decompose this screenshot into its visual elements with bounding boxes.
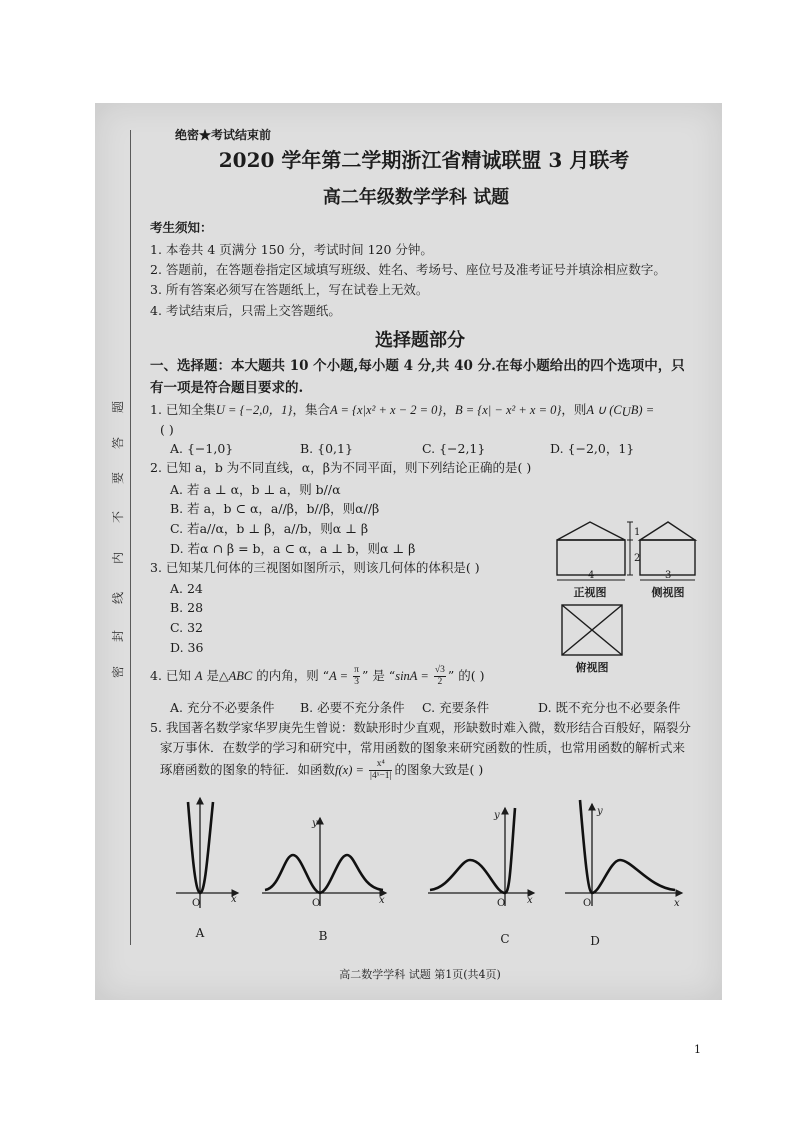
q1-option-b: B. {0,1} [300,441,353,456]
q5-line: 5. 我国著名数学家华罗庚先生曾说：数缺形时少直观，形缺数时难入微，数形结合百般好，隔裂分 [150,720,691,735]
q1-math: A = {x|x² + x − 2 = 0} [329,403,443,417]
margin-char: 题 [111,401,125,414]
q1-math: B) = [630,403,655,417]
x-axis-label: x [379,895,385,906]
q4-math: ABC [228,669,253,683]
margin-char: 要 [111,472,125,485]
graph-b [262,818,386,943]
notice-item: 1. 本卷共 4 页满分 150 分，考试时间 120 分钟。 [150,242,433,257]
q4-option-c: C. 充要条件 [422,700,490,715]
q4-text: 4. 已知 [150,668,195,683]
q2-option-d: D. 若α ∩ β = b，a ⊂ α，a ⊥ b，则α ⊥ β [170,541,416,556]
q1-text: ，则 [561,402,587,417]
q4-text: 是△ [202,668,229,683]
q2-option-b: B. 若 a，b ⊂ α，a//β，b//β，则α//β [170,501,380,516]
q2-option-a: A. 若 a ⊥ α，b ⊥ a，则 b//α [170,482,341,497]
dim-label: 4 [588,570,595,581]
y-axis-label: y [494,810,500,821]
graph-option-label: C [500,932,510,946]
function-graphs [170,790,690,950]
q1-subscript: U [621,405,631,419]
graph-curve [580,800,675,893]
q5-math: f(x) = [335,763,368,777]
q5-text: 琢磨函数的图象的特征．如函数 [160,762,336,777]
margin-char: 封 [111,630,125,643]
q2-stem: 2. 已知 a，b 为不同直线，α，β为不同平面，则下列结论正确的是( ) [150,460,532,475]
side-view-label: 侧视图 [651,586,685,599]
q4-option-a: A. 充分不必要条件 [170,700,275,715]
notice-item: 4. 考试结束后，只需上交答题纸。 [150,303,341,318]
exam-title: 2020 学年第二学期浙江省精诚联盟 3 月联考 [218,148,630,172]
margin-char: 密 [111,666,125,679]
q1-text: ，集合 [292,402,330,417]
fraction-denominator: |4ˣ−1| [370,771,392,781]
margin-char: 线 [111,592,125,605]
section-title: 选择题部分 [375,330,465,351]
q3-option-c: C. 32 [170,620,203,635]
q5-text: 的图象大致是( ) [394,762,484,777]
x-axis-label: x [674,898,680,909]
q5-fraction [369,759,392,782]
notice-heading: 考生须知： [150,220,213,235]
q1-option-c: C. {−2,1} [422,441,486,456]
q4-text: ” 是 “ [361,668,396,683]
q1-math: B = {x| − x² + x = 0} [454,403,562,417]
q1-option-a: A. {−1,0} [170,441,234,456]
q4-fraction [353,665,360,688]
graph-option-label: B [318,929,328,943]
notice-item: 2. 答题前，在答题卷指定区域填写班级、姓名、考场号、座位号及准考证号并填涂相应数字。 [150,262,666,277]
dim-label: 3 [665,570,672,581]
margin-char: 内 [111,552,125,565]
confidential-label: 绝密★考试结束前 [175,128,272,142]
dim-label: 2 [634,553,641,564]
graph-curve [430,808,515,893]
margin-char: 不 [111,511,125,524]
q1-option-d: D. {−2,0，1} [550,441,635,456]
page-number: 1 [694,1043,701,1056]
q4-text: 的内角，则 “ [252,668,330,683]
q1-math: A ∪ (C [586,403,622,417]
part-intro-line: 有一项是符合题目要求的. [150,380,304,396]
binding-line [130,130,131,945]
dim-label: 1 [634,527,641,538]
x-axis-label: x [231,894,237,905]
part-intro-line: 一、选择题：本大题共 10 个小题,每小题 4 分,共 40 分.在每小题给出的四个选项中，只 [150,358,685,374]
q1-text: ， [442,402,455,417]
three-view-figure [550,512,700,674]
front-view-roof [557,522,625,540]
q1-stem [150,402,654,420]
q1-blank: ( ) [160,422,174,437]
q1-text: 1. 已知全集 [150,402,216,417]
q4-math: A [194,669,203,683]
fraction-denominator: 2 [437,677,443,687]
origin-label: O [192,898,201,909]
origin-label: O [583,898,592,909]
fraction-numerator: π [354,665,359,675]
x-axis-label: x [527,895,533,906]
q5-line: 家万事休．在数学的学习和研究中，常用函数的图象来研究函数的性质，也常用函数的解析式来 [160,740,686,755]
fraction-numerator: √3 [434,665,445,675]
q3-option-b: B. 28 [170,600,204,615]
q4-math: A = [329,669,352,683]
q4-stem [150,664,484,688]
exam-subtitle: 高二年级数学学科 试题 [322,187,510,208]
page-footer: 高二数学学科 试题 第1页(共4页) [339,968,501,981]
graph-c [428,808,534,946]
q3-stem: 3. 已知某几何体的三视图如图所示，则该几何体的体积是( ) [150,560,480,575]
front-view-label: 正视图 [573,586,607,599]
side-view-roof [640,522,695,540]
margin-char: 答 [111,437,125,450]
notice-item: 3. 所有答案必须写在答题纸上，写在试卷上无效。 [150,282,429,297]
graph-curve [265,855,383,893]
q1-math: U = {−2,0，1} [215,403,293,417]
origin-label: O [497,898,506,909]
q3-option-d: D. 36 [170,640,204,655]
graph-option-label: D [590,934,600,948]
fraction-denominator: 3 [354,677,359,687]
q5-line [160,758,483,782]
top-view-label: 俯视图 [575,661,609,674]
graph-option-label: A [195,926,205,940]
q4-math: sinA = [395,669,432,683]
q4-option-d: D. 既不充分也不必要条件 [538,700,681,715]
q3-option-a: A. 24 [170,581,203,596]
y-axis-label: y [597,806,603,817]
q2-option-c: C. 若a//α，b ⊥ β，a//b，则α ⊥ β [170,521,369,536]
q4-fraction [434,665,446,688]
y-axis-label: y [312,818,318,829]
q4-option-b: B. 必要不充分条件 [300,700,405,715]
q4-text: ” 的( ) [447,668,485,683]
graph-a [176,798,238,940]
graph-d [565,800,682,948]
origin-label: O [312,898,321,909]
fraction-numerator: x⁴ [369,759,392,771]
